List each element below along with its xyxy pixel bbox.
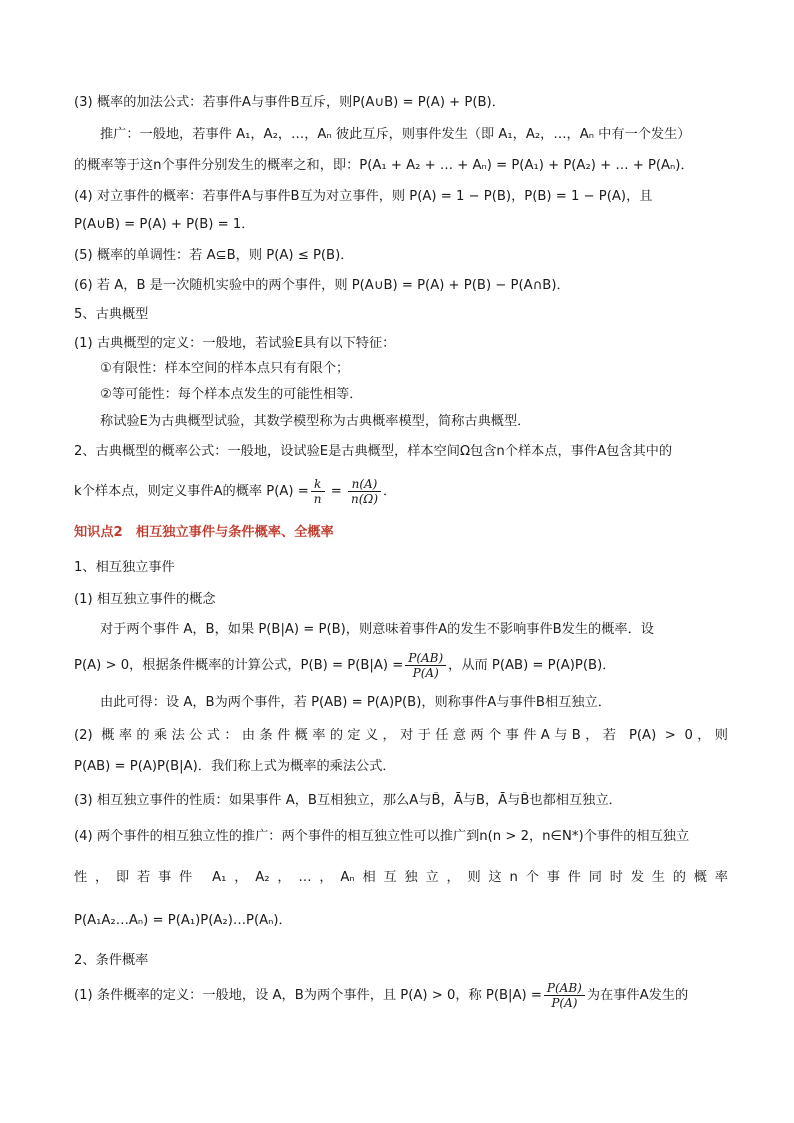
fraction-count: $\frac{n(A)}{n(\Omega)}$ xyxy=(348,477,381,506)
independent-concept-formula xyxy=(74,646,728,686)
complement-probability: (4) 对立事件的概率：若事件A与事件B互为对立事件，则 P(A) = 1 − P(B)，P(B) = 1 − P(A)，且 xyxy=(74,189,653,204)
section-conditional-probability: 2、条件概率 xyxy=(74,953,149,968)
monotonicity: (5) 概率的单调性：若 A⊆B，则 P(A) ≤ P(B)． xyxy=(74,248,354,263)
classical-formula-end: ． xyxy=(383,484,397,499)
independence-properties: (3) 相互独立事件的性质：如果事件 A，B互相独立，那么A与B̄，Ā与B，Ā与B̄也都相互独立． xyxy=(74,793,622,808)
fraction-conditional-1: $\frac{P(AB)}{P(A)}$ xyxy=(405,651,446,680)
fraction-conditional-2: $\frac{P(AB)}{P(A)}$ xyxy=(544,981,585,1010)
conditional-definition xyxy=(74,976,728,1016)
classical-formula-line-2: k个样本点，则定义事件A的概率 P(A) = $\frac{k}{n}$ = $\frac{n(A)}{n(\Omega)}$ ． xyxy=(74,476,397,506)
generalization-line-1: 推广：一般地，若事件 A₁，A₂，…，Aₙ 彼此互斥，则事件发生（即 A₁，A₂，…，Aₙ 中有一个发生） xyxy=(100,127,691,142)
multiplication-formula-line-2: P(AB) = P(A)P(B|A)．我们称上式为概率的乘法公式． xyxy=(74,759,396,774)
knowledge-point-2-heading: 知识点2 相互独立事件与条件概率、全概率 xyxy=(74,525,334,540)
general-addition: (6) 若 A，B 是一次随机实验中的两个事件，则 P(A∪B) = P(A) + P(B) − P(A∩B)． xyxy=(74,278,570,293)
classical-formula-text: k个样本点，则定义事件A的概率 P(A) = xyxy=(74,484,309,499)
independence-definition: 由此可得：设 A，B为两个事件，若 P(AB) = P(A)P(B)，则称事件A与事件B相互独立． xyxy=(100,695,611,710)
independent-concept-title: (1) 相互独立事件的概念 xyxy=(74,592,216,607)
independent-concept-text: 对于两个事件 A，B，如果 P(B|A) = P(B)，则意味着事件A的发生不影响事件B发生的概率．设 xyxy=(100,622,654,637)
independence-product-formula: P(A₁A₂…Aₙ) = P(A₁)P(A₂)…P(Aₙ)． xyxy=(74,913,292,928)
complement-probability-cont: P(A∪B) = P(A) + P(B) = 1． xyxy=(74,217,255,232)
conditional-definition-end: 为在事件A发生的 xyxy=(586,988,689,1003)
generalization-line-2: 的概率等于这n个事件分别发生的概率之和，即：P(A₁ + A₂ + … + Aₙ) = P(A₁) + P(A₂) + … + P(Aₙ)． xyxy=(74,158,694,173)
fraction-k-over-n: $\frac{k}{n}$ xyxy=(311,477,325,506)
conditional-definition-text: (1) 条件概率的定义：一般地，设 A，B为两个事件，且 P(A) > 0，称 P(B|A) = xyxy=(74,988,542,1003)
finiteness: ①有限性：样本空间的样本点只有有限个； xyxy=(100,361,350,376)
section-classical-model: 5、古典概型 xyxy=(74,307,149,322)
classical-model-definition: (1) 古典概型的定义：一般地，若试验E具有以下特征： xyxy=(74,336,396,351)
independent-formula-text: P(A) > 0，根据条件概率的计算公式，P(B) = P(B|A) = xyxy=(74,658,404,673)
multiplication-formula-line-1: (2) 概率的乘法公式：由条件概率的定义，对于任意两个事件A与B，若 P(A) > 0，则 xyxy=(74,728,728,743)
addition-formula: (3) 概率的加法公式：若事件A与事件B互斥，则P(A∪B) = P(A) + P(B)． xyxy=(74,95,505,110)
independence-generalization-2: 性，即若事件 A₁，A₂，…，Aₙ相互独立，则这n个事件同时发生的概率 xyxy=(74,870,728,885)
independent-formula-end: ，从而 P(AB) = P(A)P(B)． xyxy=(448,658,616,673)
section-independent-events: 1、相互独立事件 xyxy=(74,560,175,575)
classical-formula-line-1: 2、古典概型的概率公式：一般地，设试验E是古典概型，样本空间Ω包含n个样本点，事件A包含其中的 xyxy=(74,444,673,459)
classical-model-naming: 称试验E为古典概型试验，其数学模型称为古典概率模型，简称古典概型． xyxy=(100,414,531,429)
independence-generalization-1: (4) 两个事件的相互独立性的推广：两个事件的相互独立性可以推广到n(n > 2，n∈N*)个事件的相互独立 xyxy=(74,829,690,844)
equal-likelihood: ②等可能性：每个样本点发生的可能性相等． xyxy=(100,387,363,402)
